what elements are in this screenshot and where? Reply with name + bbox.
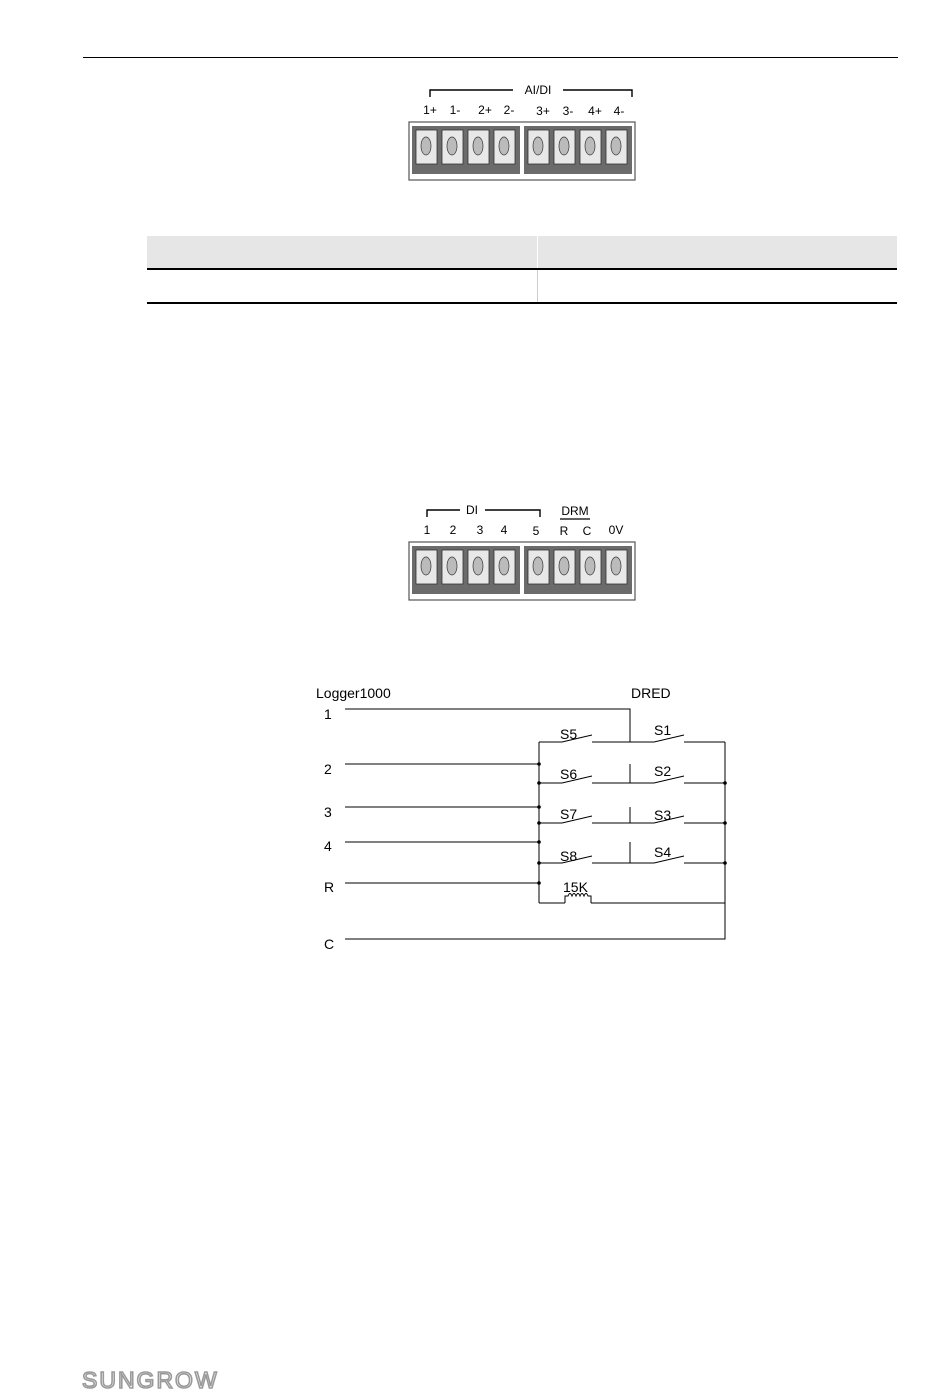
info-table xyxy=(147,236,897,304)
table-row xyxy=(147,270,897,304)
pin-label: 4- xyxy=(613,104,625,118)
table-cell xyxy=(538,270,897,302)
group-bracket-right xyxy=(563,90,632,97)
pin-label: 4+ xyxy=(588,104,602,118)
terminal-label: 1 xyxy=(324,706,332,722)
header-rule xyxy=(83,57,898,58)
terminal-label: 4 xyxy=(324,838,332,854)
pin-label: 0V xyxy=(608,523,624,537)
table-header-cell xyxy=(538,236,897,268)
wires xyxy=(345,709,725,939)
pin-label: 3 xyxy=(476,523,484,537)
pin-label: 1 xyxy=(423,523,431,537)
pin-label: 5 xyxy=(532,524,540,538)
terminal-label: R xyxy=(324,879,335,895)
terminal-label: 2 xyxy=(324,761,332,777)
pin-label: 1- xyxy=(449,103,461,117)
pin-label: C xyxy=(582,524,592,538)
resistor-label: 15K xyxy=(563,879,588,895)
terminal-label: 3 xyxy=(324,804,332,820)
group-di-label: DI xyxy=(466,503,478,517)
switch-label: S1 xyxy=(654,722,672,738)
switch-label: S8 xyxy=(560,848,578,864)
di-drm-connector-figure xyxy=(405,500,640,605)
switch-label: S4 xyxy=(654,844,672,860)
switch-label: S7 xyxy=(560,806,578,822)
di-bracket-right xyxy=(485,510,540,517)
switch-label: S2 xyxy=(654,763,672,779)
pin-label: 3+ xyxy=(536,104,550,118)
terminal-label: C xyxy=(324,936,335,952)
pin-label: 3- xyxy=(562,104,574,118)
group-label: AI/DI xyxy=(524,83,552,97)
switch-label: S6 xyxy=(560,766,578,782)
pin-label: 1+ xyxy=(423,103,437,117)
sungrow-logo xyxy=(82,1369,242,1391)
di-bracket-left xyxy=(427,510,460,517)
group-drm-label: DRM xyxy=(561,504,589,518)
table-header xyxy=(147,236,897,270)
dred-wiring-diagram xyxy=(300,680,750,960)
table-cell xyxy=(147,270,538,302)
pin-label: 2- xyxy=(503,103,515,117)
switch-label: S3 xyxy=(654,807,672,823)
logo-text: SUNGROW xyxy=(82,1369,219,1391)
pin-label: 4 xyxy=(500,523,508,537)
dred-title: DRED xyxy=(631,685,671,701)
ai-di-connector-figure xyxy=(405,80,640,185)
pin-label: 2+ xyxy=(478,103,492,117)
logger-title: Logger1000 xyxy=(316,685,391,701)
switch-label: S5 xyxy=(560,726,578,742)
pin-label: 2 xyxy=(449,523,457,537)
table-header-cell xyxy=(147,236,538,268)
pin-label: R xyxy=(559,524,569,538)
group-bracket-left xyxy=(430,90,513,97)
